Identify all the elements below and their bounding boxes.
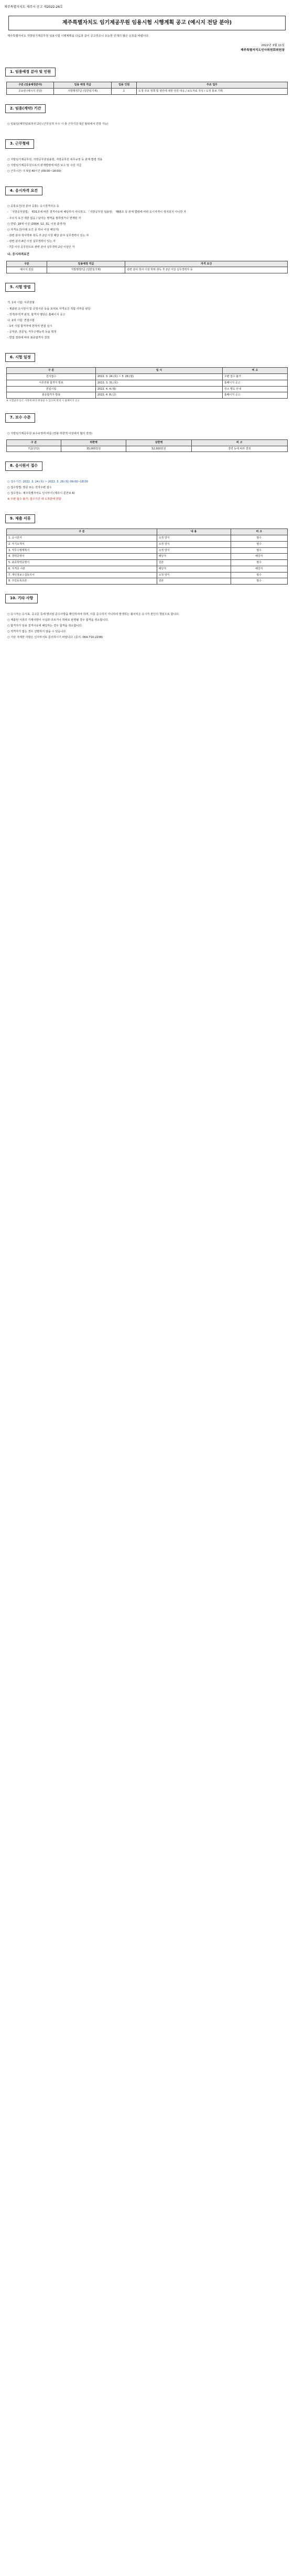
- paragraph: ○ 응시자는 응시표, 공고문 등에 명시된 준수사항을 확인하여야 하며, 이를 준수하지 아니하여 발생하는 불이익은 응시자 본인의 책임으로 합니다.: [7, 612, 180, 616]
- issue-date: 2022년 3월 11일: [261, 43, 285, 47]
- paragraph: ○ 지방임기제공무원, 지방공무원임용령, 지방공무원 복무규정 등 관계 법령 적용: [7, 158, 103, 161]
- table-row: [7, 446, 288, 452]
- table-header: 구 분: [7, 368, 96, 374]
- table-row: [7, 541, 288, 547]
- paragraph: - 관련 분야 4년 이상 실무경력이 있는 자: [7, 239, 56, 243]
- paragraph: - 관련 분야 학사학위 취득 후 2년 이상 해당 분야 실무경력이 있는 자: [7, 234, 89, 237]
- paragraph: 가. 1차 시험: 서류전형: [7, 301, 35, 305]
- table-cell: 2022. 4. 4.(월): [95, 386, 222, 392]
- table-cell: 필수: [231, 547, 287, 554]
- paragraph: ※ 우편 접수 불가, 접수기간 내 도착분에 한함: [7, 497, 61, 501]
- table-cell: 최종합격자 발표: [7, 392, 96, 399]
- schedule-table: [6, 367, 288, 399]
- table-header: 주요 업무: [137, 82, 288, 89]
- paragraph: ○ 기타 자세한 사항은 인사부서로 문의하시기 바랍니다. (문의: 064-710-2238): [7, 635, 103, 639]
- section-8-body: [0, 476, 294, 505]
- table-cell: 예시지 전담: [7, 267, 47, 273]
- table-cell: 홈페이지 공고: [222, 380, 287, 386]
- table-header: 비 고: [222, 368, 287, 374]
- table-cell: 관련 분야 학사 이상 학위 취득 후 2년 이상 실무경력자 등: [125, 267, 288, 273]
- section-4-heading: 4. 응시자격 요건: [5, 186, 42, 195]
- section-5-heading: 5. 시험 방법: [5, 283, 35, 292]
- intro-text: 제주특별자치도 지방임기제공무원 임용시험 시행계획을 다음과 같이 공고하오니 유능한 인재의 많은 응모를 바랍니다.: [7, 34, 149, 38]
- section-9-heading: 9. 제출 서류: [5, 514, 35, 523]
- salary-table: [6, 439, 288, 453]
- table-cell: 지방행정7급 (일반임기제): [47, 267, 125, 273]
- table-row: [7, 572, 288, 578]
- table-cell: 2022. 3. 24.(목) ~ 3. 28.(월): [95, 374, 222, 380]
- section-10-body: [0, 609, 294, 643]
- table-header: 비 고: [191, 439, 288, 446]
- paragraph: - 공직관, 전문성, 직무수행능력 등을 평정: [7, 330, 57, 334]
- bottom-spacer: [0, 643, 294, 648]
- paragraph: ○ 지방임기제공무원 보수규정에 따름 (연봉 하한액 이상에서 협의 결정): [7, 432, 93, 435]
- table-row: [7, 380, 288, 386]
- documents-table: [6, 529, 288, 585]
- paragraph: ○ 접수기간: 2022. 3. 24.(목) ~ 2022. 3. 28.(월) 09:00~18:00: [7, 480, 88, 483]
- table-cell: 공보관 (예시지 전담): [7, 89, 54, 95]
- table-cell: 해당자: [157, 566, 231, 572]
- section-4-table-wrap: [0, 261, 294, 274]
- table-header: 비 고: [231, 529, 287, 535]
- qualification-table: [6, 261, 288, 274]
- paragraph: - 1차 시험 합격자에 한하여 면접 실시: [7, 324, 52, 328]
- section-1-heading: 1. 임용예정 분야 및 인원: [5, 68, 56, 76]
- table-cell: 원본: [157, 578, 231, 585]
- table-cell: 면접시험: [7, 386, 96, 392]
- table-cell: 필수: [231, 572, 287, 578]
- subsection-title: 나. 응시자격요건: [7, 252, 29, 256]
- paragraph: - 7급 이상 공무원으로 관련 분야 실무경력 2년 이상인 자: [7, 245, 75, 249]
- document-page: [0, 0, 294, 648]
- table-row: [7, 547, 288, 554]
- table-cell: 필수: [231, 541, 287, 547]
- table-header: 임용예정 직급: [47, 261, 125, 267]
- section-7-table-wrap: [0, 439, 294, 453]
- paragraph: - 주소지 요건 제한 없음 / 남자는 병역을 필하였거나 면제된 자: [7, 216, 81, 220]
- table-cell: 1: [112, 89, 137, 95]
- table-row: [7, 560, 288, 566]
- term-text: ○ 임용일(계약일)로부터 2년 (근무실적 우수 시 총 근무기간 5년 범위에서 연장 가능): [7, 123, 108, 126]
- table-cell: 52,000천원: [126, 446, 191, 452]
- table-row: [7, 267, 288, 273]
- table-cell: 소정 양식: [157, 535, 231, 542]
- table-cell: 도정 주요 정책 및 현안에 대한 언론 대응 / 보도자료 작성 / 도정 홍보 기획: [137, 89, 288, 95]
- table-cell: 3. 직무수행계획서: [7, 547, 157, 554]
- table-cell: 원본: [157, 560, 231, 566]
- table-cell: 경력 등에 따라 결정: [191, 446, 288, 452]
- paragraph: ○ 접수장소: 제주특별자치도 인사부서 (제주시 문연로 6): [7, 491, 75, 495]
- table-cell: 필수: [231, 535, 287, 542]
- table-cell: 소정 양식: [157, 541, 231, 547]
- table-cell: 소정 양식: [157, 572, 231, 578]
- section-6-heading: 6. 시험 일정: [5, 353, 35, 362]
- table-header: 임용 예정 직급: [54, 82, 112, 89]
- table-row: [7, 89, 288, 95]
- table-header: 구 분: [7, 439, 61, 446]
- table-cell: 6. 자격증 사본: [7, 566, 157, 572]
- table-header: 구분: [7, 261, 47, 267]
- section-4-body: [0, 201, 294, 260]
- table-cell: 35,000천원: [61, 446, 126, 452]
- paragraph: ○ 접수방법: 방문 또는 전자우편 접수: [7, 486, 52, 489]
- paragraph: ○ 공통요건(전 분야 공통): 응시결격사유 등: [7, 205, 59, 208]
- paragraph: - 제출된 응시원서 및 증빙서류 등을 토대로 자격요건 적합 여부를 판단: [7, 307, 91, 311]
- table-cell: 우편 접수 불가: [222, 374, 287, 380]
- section-2-body: [0, 118, 294, 130]
- table-header: 임용 인원: [112, 82, 137, 89]
- table-cell: 필수: [231, 578, 287, 585]
- table-header: 하한액: [61, 439, 126, 446]
- paragraph: ○ 자격요건(아래 요건 중 하나 이상 해당자): [7, 228, 59, 232]
- section-8-heading: 8. 응시원서 접수: [5, 461, 42, 470]
- schedule-note: ※ 시험일정 등은 사정에 따라 변경될 수 있으며 변경 시 홈페이지 공고: [6, 400, 80, 403]
- table-cell: 2022. 4. 8.(금): [95, 392, 222, 399]
- table-cell: 2022. 3. 31.(목): [95, 380, 222, 386]
- table-cell: 7급(상당): [7, 446, 61, 452]
- section-7-body: [0, 428, 294, 439]
- table-header: 일 시: [95, 368, 222, 374]
- section-5-body: [0, 297, 294, 343]
- section-7-heading: 7. 보수 수준: [5, 413, 35, 422]
- table-header: 구분 (임용예정분야): [7, 82, 54, 89]
- table-header: 상한액: [126, 439, 191, 446]
- table-cell: 2. 자기소개서: [7, 541, 157, 547]
- table-cell: 장소 별도 안내: [222, 386, 287, 392]
- table-cell: 서류전형 합격자 발표: [7, 380, 96, 386]
- table-row: [7, 535, 288, 542]
- paragraph: - 면접 결과에 따라 최종합격자 결정: [7, 336, 50, 339]
- table-cell: 8. 주민등록초본: [7, 578, 157, 585]
- section-10-heading: 10. 기타 사항: [5, 594, 38, 603]
- table-row: [7, 374, 288, 380]
- table-cell: 원서접수: [7, 374, 96, 380]
- table-row: [7, 392, 288, 399]
- table-cell: 해당자: [231, 566, 287, 572]
- table-row: [7, 566, 288, 572]
- section-3-heading: 3. 근무형태: [5, 139, 34, 148]
- table-cell: 홈페이지 공고: [222, 392, 287, 399]
- section-6-table-wrap: [0, 367, 294, 399]
- table-row: [7, 386, 288, 392]
- paragraph: ○ 연령: 18세 이상 (2004. 12. 31. 이전 출생자): [7, 222, 66, 226]
- table-row: [7, 578, 288, 585]
- table-cell: 소정 양식: [157, 547, 231, 554]
- paragraph: ○ 근무시간: 주 5일 40시간 (09:00~18:00): [7, 169, 61, 173]
- table-cell: 1. 응시원서: [7, 535, 157, 542]
- section-9-table-wrap: [0, 529, 294, 585]
- paragraph: ○ 제출된 서류의 기재사항이 사실과 다르거나 허위로 판명될 경우 합격을 취소합니다.: [7, 618, 109, 622]
- table-cell: 7. 개인정보수집동의서: [7, 572, 157, 578]
- paragraph: - 「지방공무원법」 제31조에 따른 결격사유에 해당하지 아니하고, 「지방공무원 임용령」 제65조 등 관계 법령에 따라 응시자격이 정지되지 아니한 자: [7, 211, 187, 214]
- paragraph: - 적격/부적격 판정, 합격자 명단은 홈페이지 공고: [7, 313, 66, 316]
- table-header: 내 용: [157, 529, 231, 535]
- table-row: [7, 554, 288, 560]
- document-number: 제주특별자치도 제주시 공고 제2022-26호: [4, 5, 63, 9]
- issuer-name: 제주특별자치도인사위원회위원장: [241, 49, 285, 52]
- section-1-table-wrap: [0, 82, 294, 95]
- table-cell: 5. 최종학력증명서: [7, 560, 157, 566]
- table-cell: 해당자: [231, 554, 287, 560]
- section-2-heading: 2. 임용(계약) 기간: [5, 104, 46, 113]
- table-cell: 필수: [231, 560, 287, 566]
- paragraph: ○ 지방임기제공무원으로서 관계법령에 따른 보수 및 수당 지급: [7, 163, 82, 167]
- section-3-body: [0, 154, 294, 177]
- table-header: 자격 요건: [125, 261, 288, 267]
- table-cell: 4. 경력증명서: [7, 554, 157, 560]
- positions-table: [6, 82, 288, 95]
- document-title: 제주특별자치도 임기제공무원 임용시험 시행계획 공고 (예시지 전담 분야): [8, 16, 286, 30]
- table-cell: 해당자: [157, 554, 231, 560]
- paragraph: ○ 적격자가 없는 경우 선발하지 않을 수 있습니다.: [7, 630, 67, 633]
- table-header: 구 분: [7, 529, 157, 535]
- paragraph: 나. 2차 시험: 면접시험: [7, 318, 35, 322]
- paragraph: ○ 합격자가 임용 결격사유에 해당하는 경우 합격을 취소합니다.: [7, 624, 82, 628]
- table-cell: 지방행정7급 (일반임기제): [54, 89, 112, 95]
